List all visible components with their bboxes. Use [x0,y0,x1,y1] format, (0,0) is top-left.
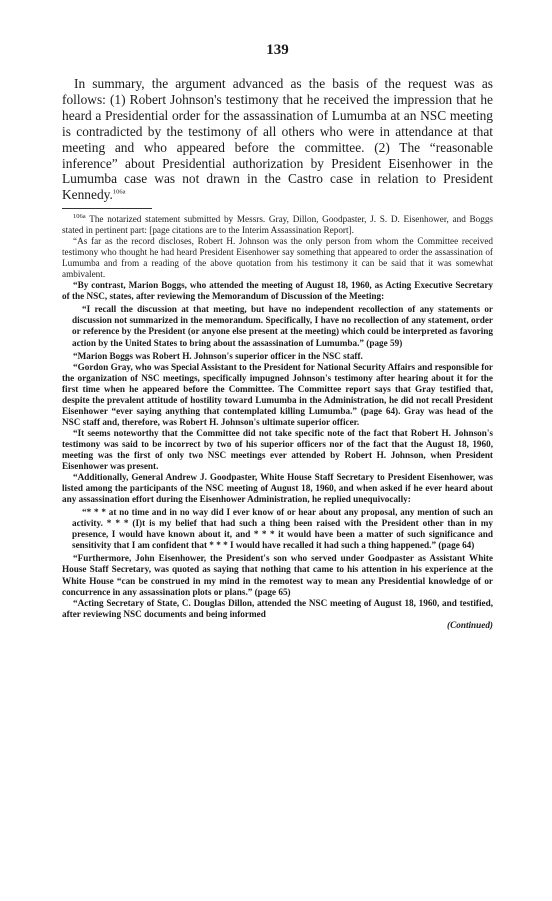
footnote-paragraph-gray: “Gordon Gray, who was Special Assistant to the President for National Security Affairs and responsible for the organization of NSC meetings, specifically impugned Johnson's testimony after hearing about it for the first time when he appeared before the Committee. The Committee report says that Gray testified that, despite the prevalent attitude of hostility toward Lumumba in the Administration, he did not recall President Eisenhower “ever saying anything that contemplated killing Lumumba.” (page 64). Gray was head of the NSC staff and, therefore, was Robert H. Johnson's ultimate superior officer. [62,361,493,427]
footnote-intro [62,214,493,236]
footnote-paragraph-johnson: “As far as the record discloses, Robert H. Johnson was the only person from whom the Committee received testimony who thought he had heard President Eisenhower say something that appeared to order the assassination of Lumumba and from a reading of the above quotation from his testimony it can be said that it was somewhat ambivalent. [62,236,493,280]
main-text: In summary, the argument advanced as the basis of the request was as follows: (1) Robert Johnson's testimony that he received the impression that he heard a Presidential order for the assassination of Lumumba at an NSC meeting is contradicted by the testimony of all others who were in attendance at that meeting and who appeared before the committee. (2) The “reasonable inference” about Presidential authorization by President Eisenhower in the Lumumba case was not drawn in the Castro case in relation to President Kennedy. [62,76,493,203]
footnote-paragraph-boggs: “By contrast, Marion Boggs, who attended the meeting of August 18, 1960, as Acting Executive Secretary of the NSC, states, after reviewing the Memorandum of Discussion of the Meeting: [62,280,493,302]
footnote-quote-boggs: “I recall the discussion at that meeting, but have no independent recollection of any statements or discussion not summarized in the memorandum. Specifically, I have no recollection of any statement, order or reference by the President (or anyone else present at the meeting) which could be interpreted as favoring action by the United States to bring about the assassination of Lumumba.” (page 59) [72,304,493,348]
footnotes-bold-section [62,280,493,619]
footnote-divider [62,208,152,209]
footnote-mark: 106a [73,212,86,220]
footnotes [62,214,493,631]
footnote-paragraph-superior: “Marion Boggs was Robert H. Johnson's superior officer in the NSC staff. [73,350,363,361]
footnote-paragraph-goodpaster: “Additionally, General Andrew J. Goodpaster, White House Staff Secretary to President Eisenhower, was listed among the participants of the NSC meeting of August 18, 1960, and when asked if he ever heard about any assassination effort during the Eisenhower Administration, he replied unequivocally: [62,472,493,505]
footnote-paragraph-noteworthy: “It seems noteworthy that the Committee did not take specific note of the fact that Robert H. Johnson's testimony was said to be incorrect by two of his superior officers nor of the fact that the August 18, 1960, meeting was the first of only two NSC meetings ever attended by Robert H. Johnson, when President Eisenhower was present. [62,427,493,472]
page-number: 139 [266,42,289,58]
continued-label: (Continued) [447,619,493,630]
footnote-reference: 106a [112,188,126,196]
footnote-paragraph-john-eisenhower: “Furthermore, John Eisenhower, the President's son who served under Goodpaster as Assistant White House Staff Secretary, was quoted as saying that nothing that came to his attention in his experience at the White House “can be construed in my mind in the remotest way to mean any Presidential knowledge of or concurrence in any assassination plots or plans.” (page 65) [62,553,493,597]
footnote-quote-goodpaster: “* * * at no time and in no way did I ever know of or hear about any proposal, any mention of such an activity. * * * (I)t is my belief that had such a thing been raised with the President other than in my presence, I would have known about it, and * * * it would have been a matter of such significance and sensitivity that I am confident that * * * I would have recalled it had such a thing happened.” (page 64) [72,507,493,551]
footnote-intro-text: The notarized statement submitted by Messrs. Gray, Dillon, Goodpaster, J. S. D. Eisenhower, and Boggs stated in pertinent part: [page citations are to the Interim Assassination Report]. [62,214,494,236]
main-paragraph [62,76,493,203]
footnote-paragraph-dillon: “Acting Secretary of State, C. Douglas Dillon, attended the NSC meeting of August 18, 1960, and testified, after reviewing NSC documents and being informed [62,597,493,619]
